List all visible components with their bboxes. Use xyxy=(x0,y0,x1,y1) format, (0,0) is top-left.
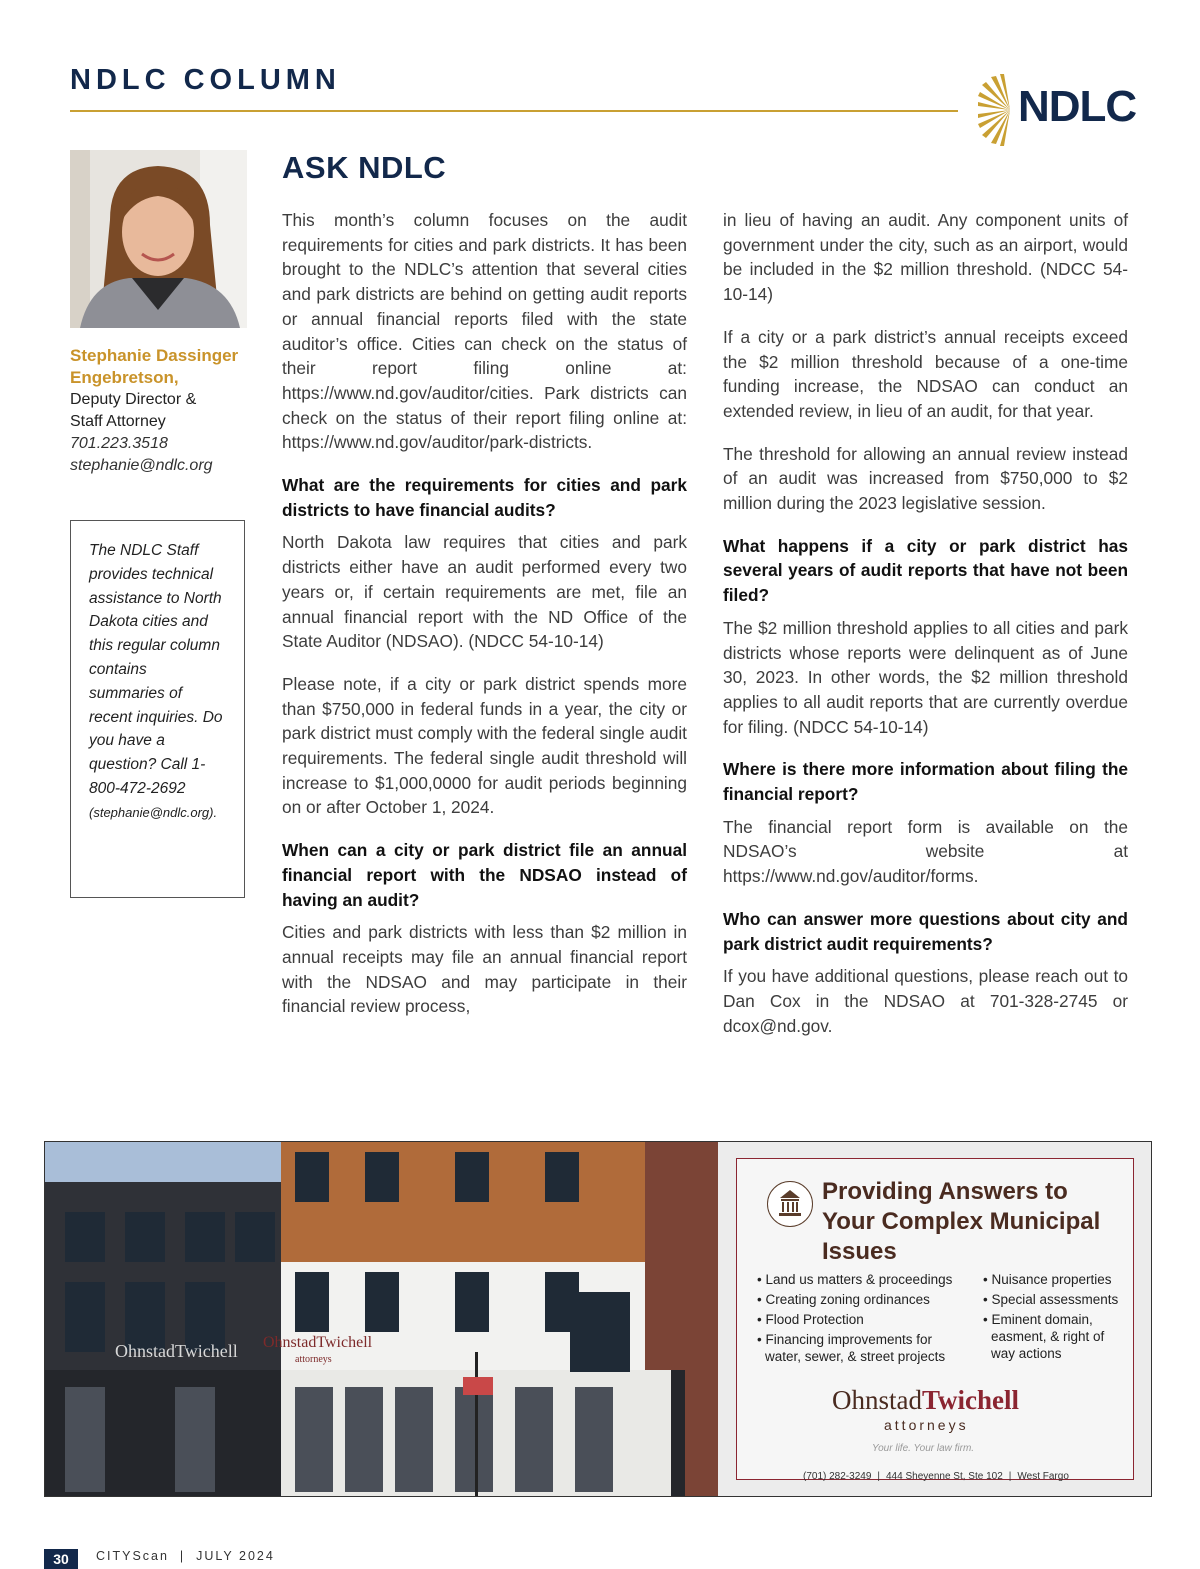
info-sidebox xyxy=(70,520,245,898)
logo-wordmark: NDLC xyxy=(1018,82,1137,131)
advertisement[interactable] xyxy=(44,1141,1152,1497)
sidebox-email: (stephanie@ndlc.org). xyxy=(89,804,218,820)
ad-brand-sub: attorneys xyxy=(884,1417,969,1433)
ad-building-photo xyxy=(45,1142,718,1496)
author-role-1: Deputy Director & xyxy=(70,391,197,408)
sidebox-text: The NDLC Staff provides technical assistance to North Dakota cities and this regular column contains summaries of recent inquiries. Do you have a question? Call 1-800-472-2692 xyxy=(89,542,223,797)
author-photo xyxy=(70,150,247,328)
building-sign-left: OhnstadTwichell xyxy=(115,1341,238,1361)
section-question: When can a city or park district file an annual financial report with the NDSAO instead of having an audit? xyxy=(282,840,687,910)
paragraph: Please note, if a city or park district spends more than $750,000 in federal funds in a year, the city or park district must comply with the federal single audit requirements. The federal single audit threshold will increase to $1,000,0000 for audit periods beginning on or after October 1, 2024. xyxy=(282,673,687,818)
list-item: • Creating zoning ordinances xyxy=(757,1292,930,1307)
paragraph: The threshold for allowing an annual review instead of an audit was increased from $750,000 to $2 million during the 2023 legislative session. xyxy=(723,443,1128,514)
section-question: What happens if a city or park district has several years of audit reports that have not been filed? xyxy=(723,535,1128,606)
building-sign-front: OhnstadTwichell xyxy=(263,1334,373,1351)
ad-services-list-2 xyxy=(983,1271,1128,1365)
paragraph: If a city or a park district’s annual receipts exceed the $2 million threshold because of a one-time funding increase, the NDSAO can conduct an extended review, in lieu of an audit, for that year. xyxy=(723,326,1128,421)
paragraph: The financial report form is available on the NDSAO’s website at https://www.nd.gov/auditor/forms. xyxy=(723,816,1128,887)
header-rule xyxy=(70,110,958,112)
author-role-2: Staff Attorney xyxy=(70,413,166,430)
paragraph: The $2 million threshold applies to all cities and park districts whose reports were delinquent as of June 30, 2023. In other words, the $2 million threshold applies to all audit reports that are currently overdue for filing. (NDCC 54-10-14) xyxy=(723,617,1128,737)
list-item: • Eminent domain, easment, & right of way actions xyxy=(983,1312,1105,1361)
page-number: 30 xyxy=(53,1551,69,1567)
sunburst-icon xyxy=(976,72,1022,148)
section-question: Where is there more information about filing the financial report? xyxy=(723,759,1128,805)
author-email: stephanie@ndlc.org xyxy=(70,457,213,474)
ad-contact: (701) 282-3249 | 444 Sheyenne St, Ste 102 | West Fargo xyxy=(803,1471,1069,1482)
author-phone: 701.223.3518 xyxy=(70,435,168,452)
list-item: • Flood Protection xyxy=(757,1312,864,1327)
ad-panel xyxy=(718,1142,1151,1496)
paragraph: If you have additional questions, please reach out to Dan Cox in the NDSAO at 701-328-2745 or dcox@nd.gov. xyxy=(723,966,1128,1036)
ad-brand-logo: OhnstadTwichell xyxy=(832,1385,1019,1415)
author-name: Stephanie Dassinger Engebretson, xyxy=(70,346,239,387)
section-question: What are the requirements for cities and park districts to have financial audits? xyxy=(282,475,687,520)
list-item: • Land us matters & proceedings xyxy=(757,1272,953,1287)
list-item: • Financing improvements for water, sewer, & street projects xyxy=(757,1332,946,1364)
ad-card xyxy=(736,1158,1134,1480)
article-column-right xyxy=(723,208,1128,1056)
ad-services-list-1 xyxy=(757,1271,962,1368)
courthouse-icon xyxy=(767,1181,813,1227)
ndlc-logo xyxy=(976,72,1136,148)
list-item: • Nuisance properties xyxy=(983,1272,1112,1287)
footer-publication: CITYScan | JULY 2024 xyxy=(96,1549,275,1563)
article-title: ASK NDLC xyxy=(282,150,447,185)
article-column-left xyxy=(282,208,687,1037)
paragraph: This month’s column focuses on the audit requirements for cities and park districts. It has been brought to the NDLC’s attention that several cities and park districts are behind on getting audit reports or annual financial reports filed with the state auditor’s office. Cities can check on the status of their report filing online at: https://www.nd.gov/auditor/cities. Park districts can check on the status of their report filing online at: https://www.nd.gov/auditor/park-districts. xyxy=(282,210,687,453)
section-question: Who can answer more questions about city and park district audit requirements? xyxy=(723,908,1128,954)
section-header: NDLC COLUMN xyxy=(70,64,341,96)
paragraph: Cities and park districts with less than $2 million in annual receipts may file an annual financial report with the NDSAO and may participate in their financial review process, xyxy=(282,922,687,1017)
building-sign-sub: attorneys xyxy=(295,1354,332,1365)
ad-tagline: Your life. Your law firm. xyxy=(872,1443,975,1454)
author-block xyxy=(70,345,250,477)
ad-headline: Providing Answers to Your Complex Municipal Issues xyxy=(822,1178,1101,1265)
list-item: • Special assessments xyxy=(983,1292,1119,1307)
paragraph: in lieu of having an audit. Any component units of government under the city, such as an airport, would be included in the $2 million threshold. (NDCC 54-10-14) xyxy=(723,210,1128,305)
paragraph: North Dakota law requires that cities and park districts either have an audit performed every two years or, if certain requirements are met, file an annual financial report with the ND Office of the State Auditor (NDSAO). (NDCC 54-10-14) xyxy=(282,532,687,652)
